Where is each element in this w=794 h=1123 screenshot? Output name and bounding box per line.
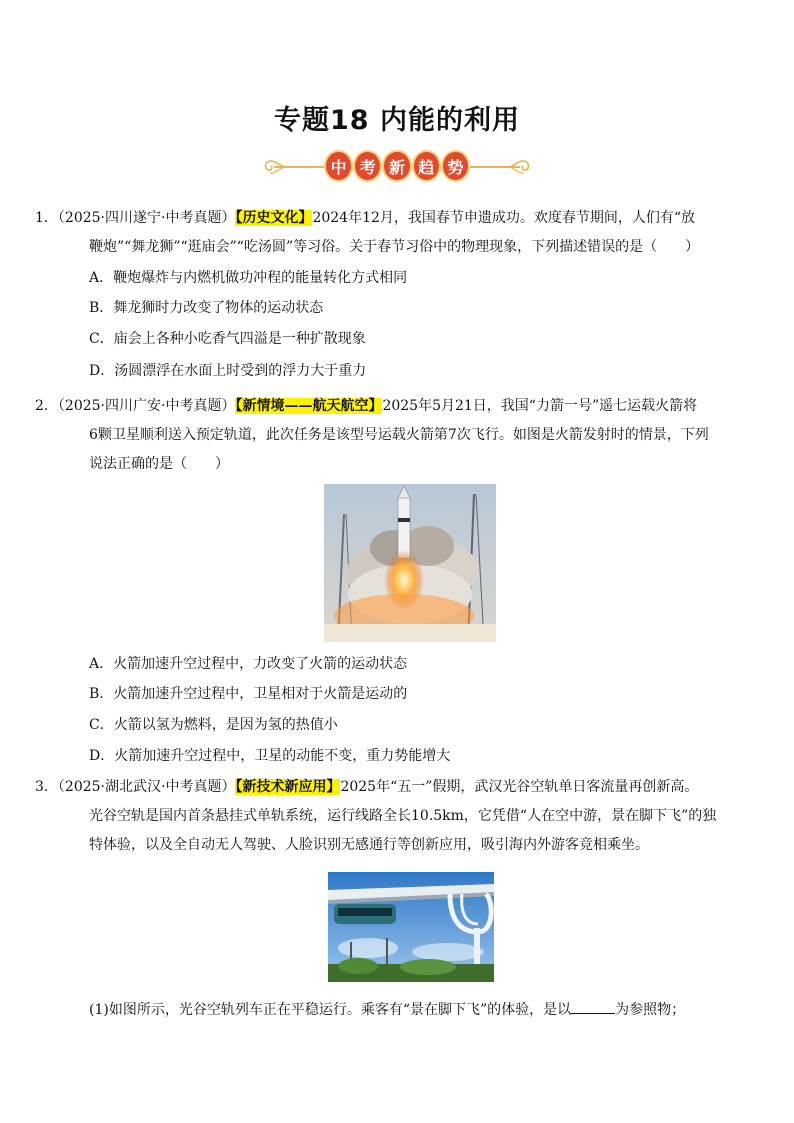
option-a: A．火箭加速升空过程中，力改变了火箭的运动状态 bbox=[89, 656, 408, 672]
question-number: 2． bbox=[35, 398, 58, 414]
question-3-line-2: 光谷空轨是国内首条悬挂式单轨系统，运行线路全长10.5km，它凭借“人在空中游，景在脚下飞”的独 bbox=[89, 808, 717, 824]
banner-char: 新 bbox=[382, 150, 411, 182]
question-1-line-2: 鞭炮”“舞龙狮”“逛庙会”“吃汤圆”等习俗。关于春节习俗中的物理现象，下列描述错误的是（ ） bbox=[89, 239, 700, 255]
banner-char: 趋 bbox=[412, 150, 441, 182]
question-2-line-1 bbox=[35, 392, 709, 421]
question-source: （2025·湖北武汉·中考真题） bbox=[57, 779, 236, 795]
option-d: D．汤圆漂浮在水面上时受到的浮力大于重力 bbox=[89, 363, 367, 379]
question-text: 2024年12月，我国春节申遗成功。欢度春节期间，人们有“放 bbox=[312, 210, 696, 226]
topic-tag: 【新情境——航天航空】 bbox=[235, 398, 383, 414]
option-a: A．鞭炮爆炸与内燃机做功冲程的能量转化方式相同 bbox=[89, 270, 408, 286]
question-3-line-3: 特体验，以及全自动无人驾驶、人脸识别无感通行等创新应用，吸引海内外游客竞相乘坐。 bbox=[89, 837, 649, 853]
question-2-line-3: 说法正确的是（ ） bbox=[89, 456, 229, 472]
suspended-monorail-photo bbox=[328, 872, 494, 982]
option-c: C．火箭以氢为燃料，是因为氢的热值小 bbox=[89, 717, 338, 733]
question-2-line-2: 6颗卫星顺利送入预定轨道，此次任务是该型号运载火箭第7次飞行。如图是火箭发射时的情景，下列 bbox=[89, 427, 709, 443]
question-2 bbox=[35, 392, 709, 479]
question-1-line-1 bbox=[35, 204, 709, 233]
option-b: B．火箭加速升空过程中，卫星相对于火箭是运动的 bbox=[89, 686, 408, 702]
question-1 bbox=[35, 204, 709, 262]
sub-question-text-end: 为参照物； bbox=[615, 1002, 686, 1018]
question-number: 3． bbox=[35, 779, 58, 795]
banner-char: 考 bbox=[353, 150, 382, 182]
option-d: D．火箭加速升空过程中，卫星的动能不变，重力势能增大 bbox=[89, 748, 451, 764]
option-c: C．庙会上各种小吃香气四溢是一种扩散现象 bbox=[89, 331, 366, 347]
banner-char: 中 bbox=[324, 150, 353, 182]
banner-line-left bbox=[274, 166, 324, 168]
section-banner bbox=[260, 148, 534, 188]
question-source: （2025·四川广安·中考真题） bbox=[57, 398, 236, 414]
banner-char: 势 bbox=[441, 150, 470, 182]
question-source: （2025·四川遂宁·中考真题） bbox=[57, 210, 236, 226]
question-number: 1． bbox=[35, 210, 58, 226]
question-3-sub-1 bbox=[89, 999, 685, 1020]
sub-question-text: (1)如图所示，光谷空轨列车正在平稳运行。乘客有“景在脚下飞”的体验，是以 bbox=[89, 1002, 572, 1018]
question-text: 2025年“五一”假期，武汉光谷空轨单日客流量再创新高。 bbox=[340, 779, 699, 795]
answer-blank[interactable] bbox=[571, 999, 615, 1014]
question-3 bbox=[35, 773, 717, 860]
question-text: 2025年5月21日，我国“力箭一号”遥七运载火箭将 bbox=[382, 398, 698, 414]
banner-badges bbox=[324, 150, 470, 184]
question-3-line-1 bbox=[35, 773, 709, 802]
rocket-launch-photo bbox=[324, 484, 496, 642]
topic-tag: 【历史文化】 bbox=[235, 210, 313, 226]
option-b: B．舞龙狮时力改变了物体的运动状态 bbox=[89, 300, 324, 316]
swirl-ornament-right-icon bbox=[506, 156, 532, 178]
topic-tag: 【新技术新应用】 bbox=[235, 779, 341, 795]
page-title: 专题18 内能的利用 bbox=[274, 105, 520, 136]
